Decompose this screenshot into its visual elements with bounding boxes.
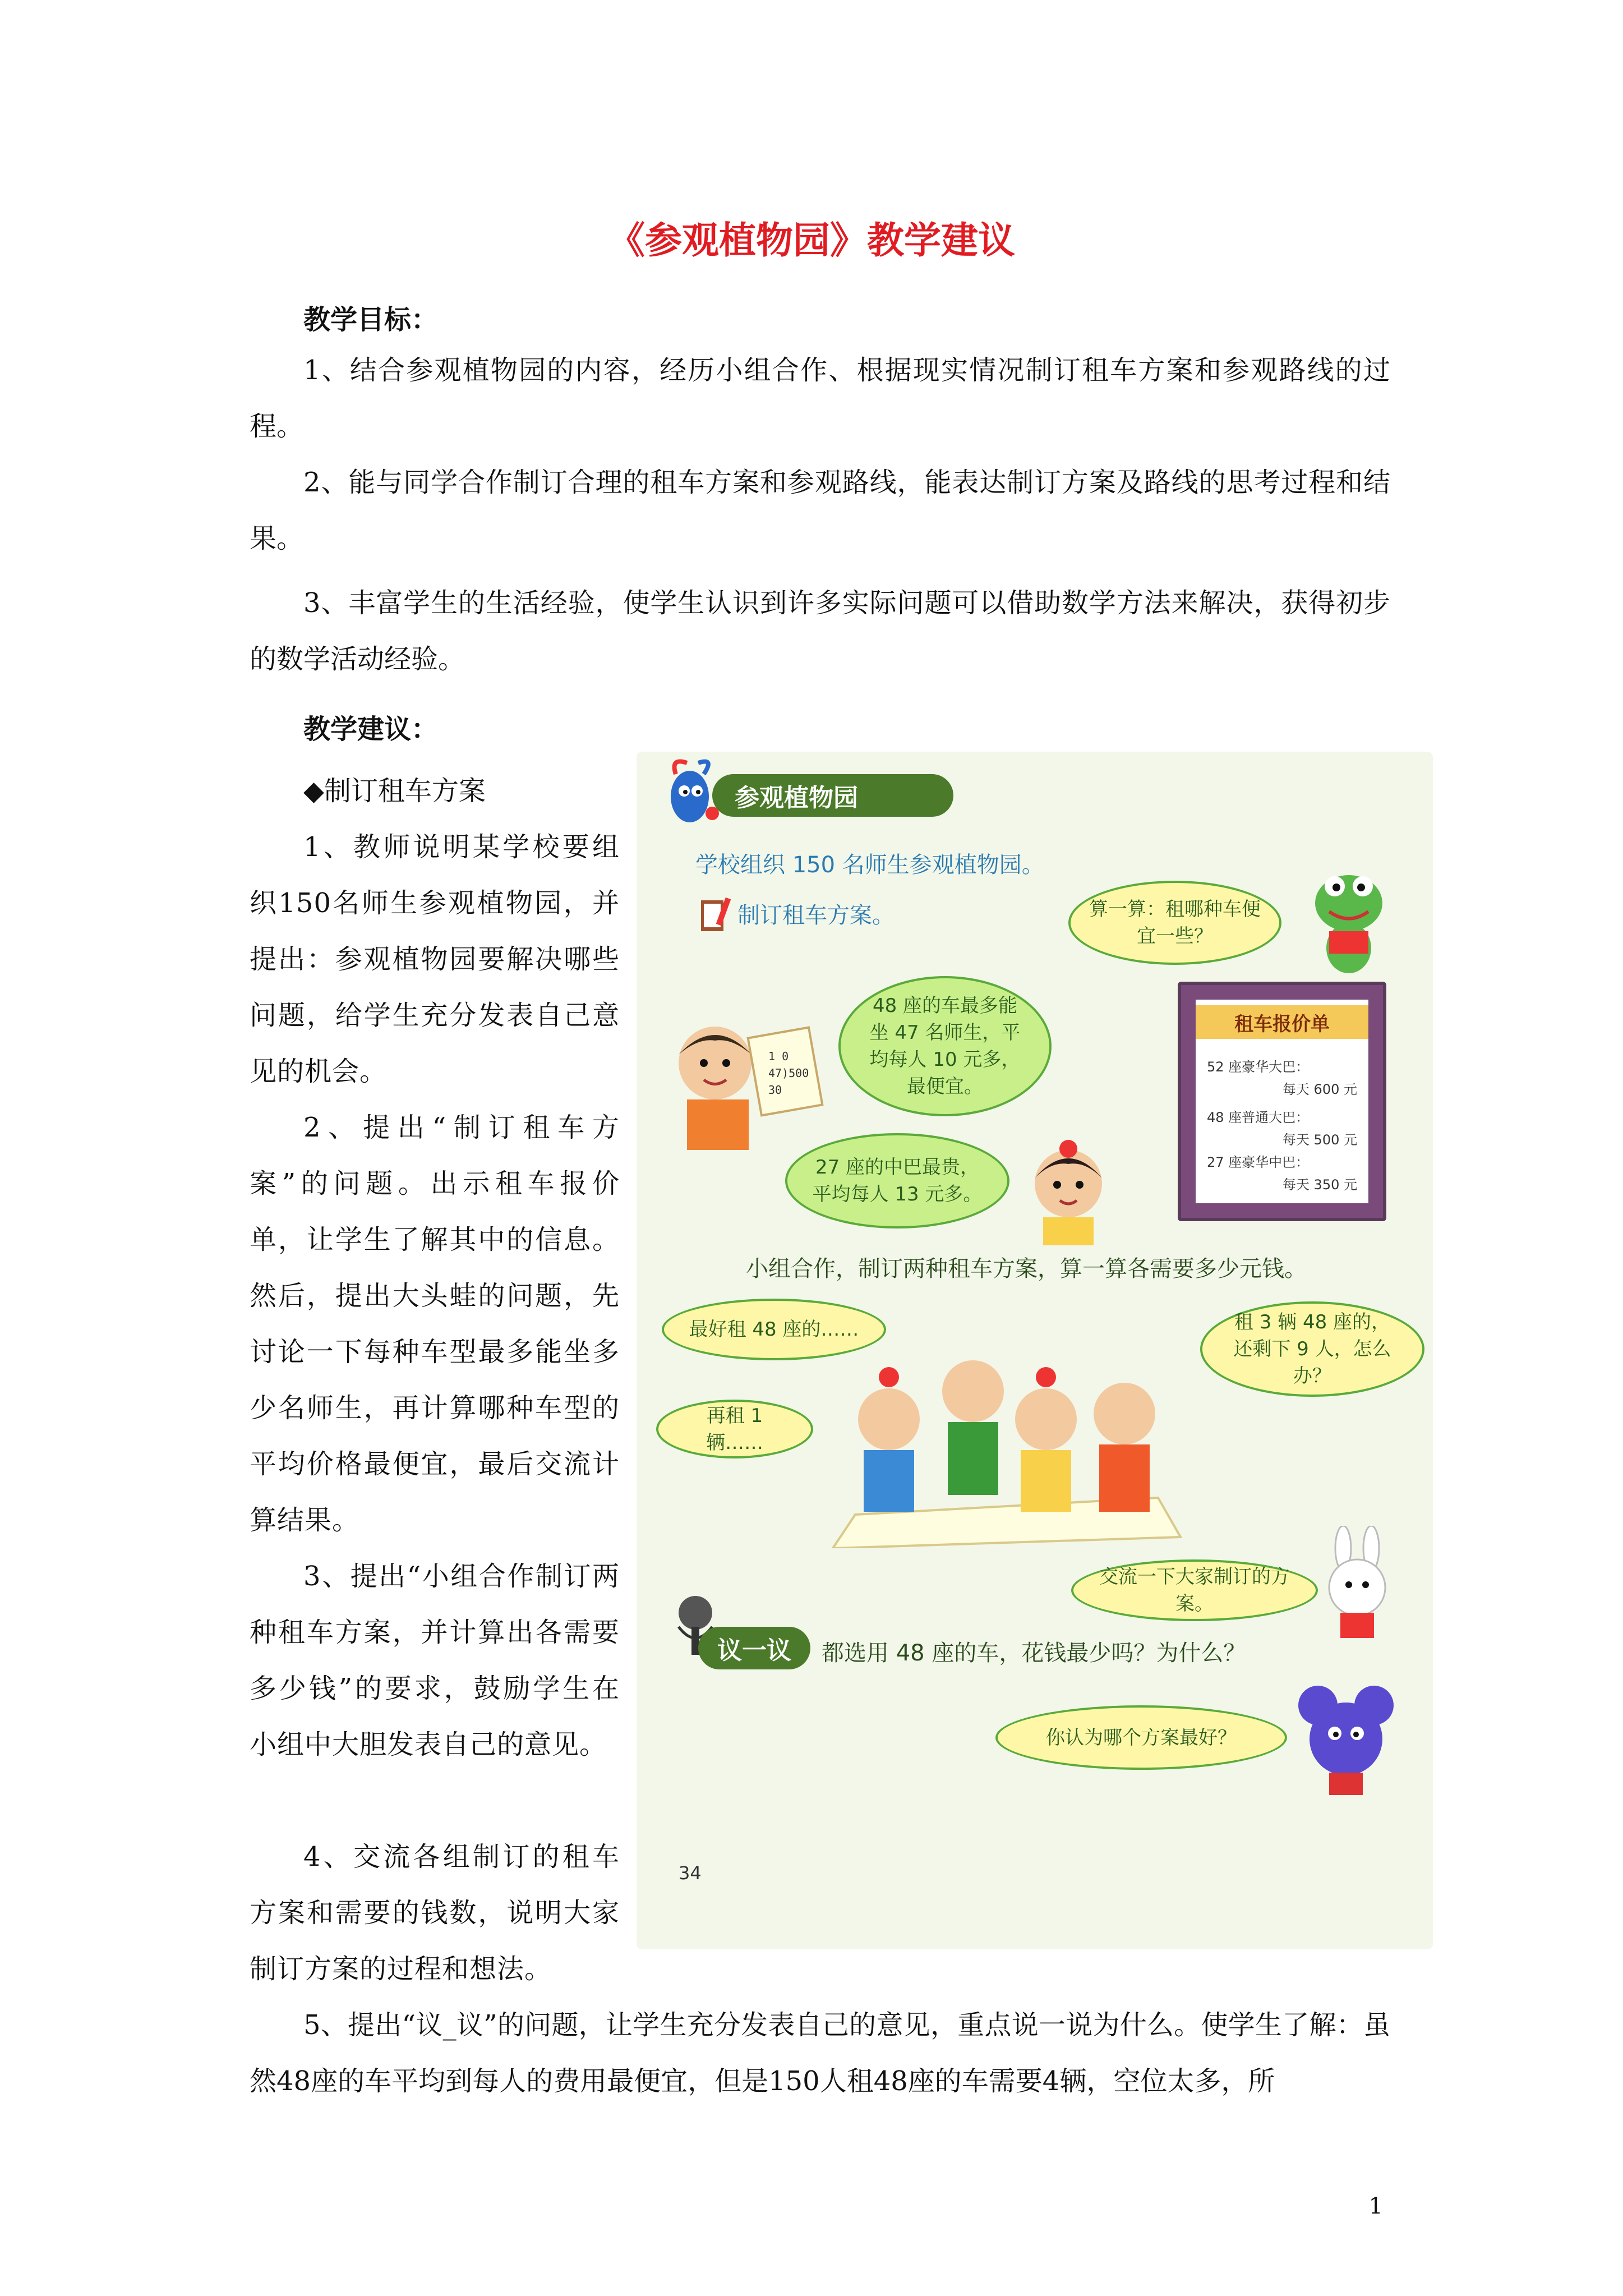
bubble-48: 最好租 48 座的……: [662, 1299, 886, 1360]
textbook-task: 制订租车方案。: [737, 903, 895, 928]
svg-text:47)500: 47)500: [768, 1066, 809, 1080]
suggestion-item-2: 2、提出“制订租车方案”的问题。出示租车报价单，让学生了解其中的信息。然后，提出大头蛙的问题，先讨论一下每种车型最多能坐多少名师生，再计算哪种车型的平均价格最便宜，最后交流计算结果。: [250, 1112, 620, 1536]
price-list-title: 租车报价单: [1196, 1005, 1368, 1039]
goals-heading: 教学目标：: [303, 304, 439, 335]
rabbit-icon: [1310, 1526, 1405, 1638]
svg-text:1 0: 1 0: [768, 1050, 789, 1063]
price-row-1-price: 每天 600 元: [1282, 1082, 1357, 1097]
suggestion-item-4: 4、交流各组制订的租车方案和需要的钱数，说明大家制订方案的过程和想法。: [250, 1841, 620, 1985]
section-chip: [712, 774, 953, 817]
price-row-1-name: 52 座豪华大巴：: [1207, 1059, 1310, 1075]
price-row-3-name: 27 座豪华中巴：: [1207, 1154, 1310, 1170]
page-number: 1: [1368, 2193, 1383, 2219]
bubble-share: 交流一下大家制订的方案。: [1071, 1559, 1318, 1621]
svg-text:30: 30: [768, 1083, 782, 1097]
discuss-question: 都选用 48 座的车，花钱最少吗？为什么？: [822, 1640, 1246, 1666]
group-task: 小组合作，制订两种租车方案，算一算各需要多少元钱。: [746, 1256, 1307, 1282]
clipboard-icon: [698, 895, 732, 934]
bubble-left-9: 租 3 辆 48 座的，还剩下 9 人，怎么办？: [1200, 1301, 1424, 1397]
frog-bubble: 算一算：租哪种车便宜一些？: [1068, 881, 1281, 965]
goal-item-2: 2、能与同学合作制订合理的租车方案和参观路线，能表达制订方案及路线的思考过程和结果。: [250, 467, 1390, 554]
price-row-2-price: 每天 500 元: [1282, 1132, 1357, 1148]
discuss-chip: 议一议: [698, 1627, 810, 1669]
mouse-icon: [1290, 1677, 1402, 1801]
textbook-intro: 学校组织 150 名师生参观植物园。: [695, 852, 1044, 878]
children-group-icon: [822, 1346, 1192, 1548]
textbook-illustration: [637, 752, 1433, 1949]
suggestion-item-3: 3、提出“小组合作制订两种租车方案，并计算出各需要多少钱”的要求，鼓励学生在小组中大胆发表自己的意见。: [250, 1561, 620, 1760]
suggestions-heading: 教学建议：: [303, 714, 439, 745]
frog-icon: [1304, 864, 1394, 976]
price-row-3-price: 每天 350 元: [1282, 1177, 1357, 1193]
price-row-2-name: 48 座普通大巴：: [1207, 1110, 1310, 1125]
bubble-best: 你认为哪个方案最好？: [995, 1705, 1287, 1770]
goal-item-3: 3、丰富学生的生活经验，使学生认识到许多实际问题可以借助数学方法来解决，获得初步的数学活动经验。: [250, 587, 1390, 675]
boy-bubble: 48 座的车最多能坐 47 名师生，平均每人 10 元多，最便宜。: [838, 976, 1052, 1116]
book-page-number: 34: [679, 1862, 702, 1884]
girl-bubble: 27 座的中巴最贵，平均每人 13 元多。: [785, 1133, 1009, 1228]
girl-icon: [1018, 1133, 1119, 1245]
goal-item-1: 1、结合参观植物园的内容，经历小组合作、根据现实情况制订租车方案和参观路线的过程。: [250, 355, 1390, 442]
price-list-card: [1178, 982, 1386, 1221]
page-title: 《参观植物园》教学建议: [608, 218, 1015, 262]
suggestion-item-5: 5、提出“议_议”的问题，让学生充分发表自己的意见，重点说一说为什么。使学生了解：虽然48座的车平均到每人的费用最便宜，但是150人租48座的车需要4辆，空位太多，所: [250, 2009, 1390, 2097]
suggestion-item-1: 1、教师说明某学校要组织150名师生参观植物园，并提出：参观植物园要解决哪些问题，给学生充分发表自己意见的机会。: [250, 831, 620, 1087]
bubble-rent-1: 再租 1 辆……: [656, 1400, 813, 1458]
boy-icon: [665, 1010, 833, 1150]
section-chip-title: 参观植物园: [735, 784, 858, 812]
suggestions-subheading: ◆制订租车方案: [303, 775, 486, 807]
